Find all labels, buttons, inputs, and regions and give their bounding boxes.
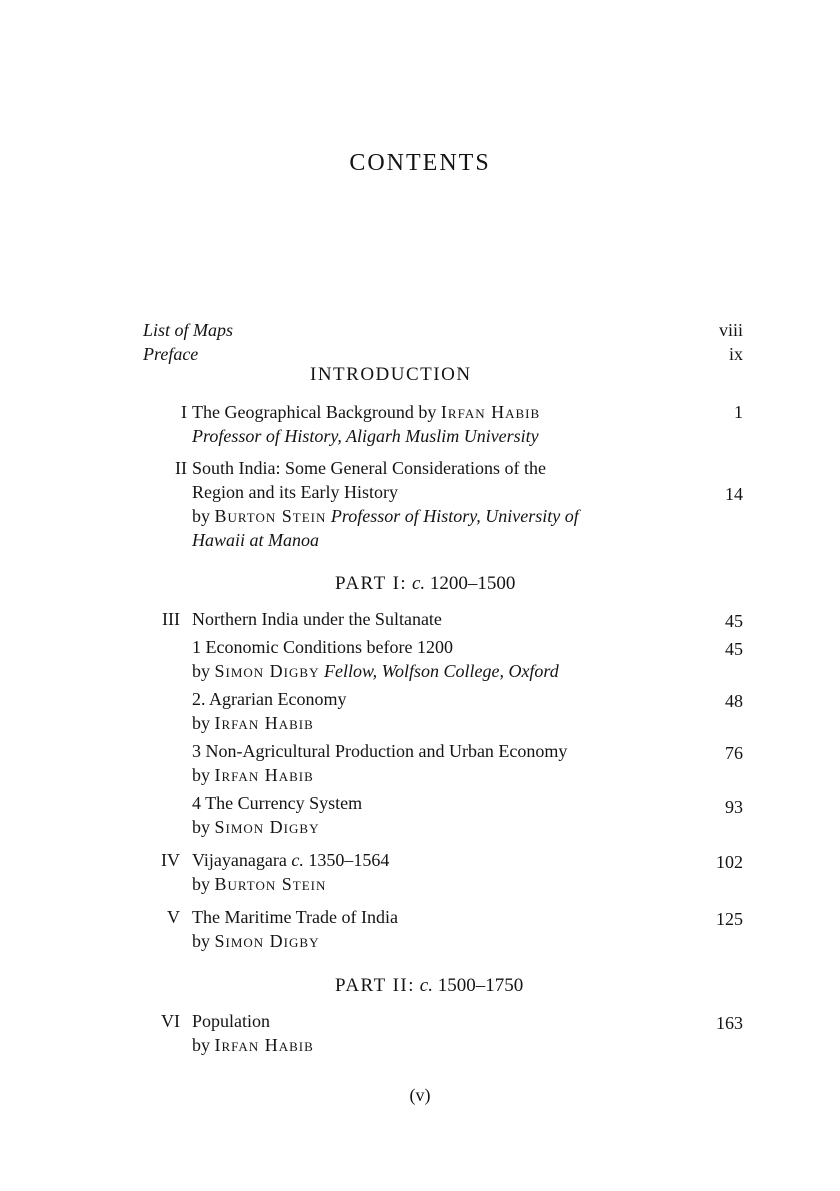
ch6-author: Irfan Habib (214, 1035, 314, 1055)
ch3-section-2-author: Irfan Habib (214, 713, 314, 733)
ch5-author: Simon Digby (214, 931, 320, 951)
ch3-section-4-page: 93 (725, 797, 743, 817)
ch1-title (192, 400, 540, 424)
ch4-roman: IV (161, 850, 180, 870)
part1-heading (335, 573, 515, 595)
ch3-title: Northern India under the Sultanate (192, 609, 442, 629)
ch3-section-4-byline (192, 815, 319, 839)
ch1-page: 1 (734, 402, 743, 422)
ch3-section-1-byline (192, 659, 559, 683)
ch2-by: by (192, 506, 210, 526)
front-list-of-maps-page: viii (718, 320, 743, 340)
ch3-section-4-author: Simon Digby (214, 817, 320, 837)
ch4-circa: c. (291, 850, 304, 870)
ch4-by: by (192, 874, 210, 894)
ch3-section-2-title: 2. Agrarian Economy (192, 689, 347, 709)
part2-range: 1500–1750 (437, 975, 524, 996)
ch4-range: 1350–1564 (308, 850, 390, 870)
ch2-title-line2: Region and its Early History (192, 482, 398, 502)
ch3-section-2-byline (192, 711, 314, 735)
page-title: CONTENTS (349, 150, 491, 176)
ch5-page: 125 (716, 909, 743, 929)
part1-label: PART I: (335, 573, 408, 594)
ch2-affiliation-line1: Professor of History, University of (330, 506, 579, 526)
ch4-author: Burton Stein (214, 874, 327, 894)
ch3-section-2-page: 48 (725, 691, 743, 711)
ch3-section-4-by: by (192, 817, 210, 837)
ch3-section-3-title: 3 Non-Agricultural Production and Urban Economy (192, 741, 568, 761)
part1-circa: c. (411, 573, 426, 594)
ch3-section-1-title: 1 Economic Conditions before 1200 (192, 637, 453, 657)
ch6-by: by (192, 1035, 210, 1055)
front-preface: Preface (143, 344, 199, 364)
ch2-roman: II (175, 458, 187, 478)
ch5-byline (192, 929, 319, 953)
ch1-roman: I (181, 402, 187, 422)
ch2-byline (192, 504, 579, 528)
ch1-title-text: The Geographical Background by (192, 402, 437, 422)
front-preface-page: ix (728, 344, 743, 364)
ch1-affiliation: Professor of History, Aligarh Muslim University (192, 426, 539, 446)
ch6-title: Population (192, 1011, 271, 1031)
ch4-byline (192, 872, 326, 896)
ch3-section-1-affiliation: Fellow, Wolfson College, Oxford (323, 661, 559, 681)
front-list-of-maps: List of Maps (143, 320, 234, 340)
ch6-byline (192, 1033, 314, 1057)
part2-label: PART II: (335, 975, 416, 996)
part1-range: 1200–1500 (429, 573, 516, 594)
ch3-roman: III (162, 609, 180, 629)
ch2-author: Burton Stein (214, 506, 327, 526)
introduction-heading: INTRODUCTION (310, 364, 472, 385)
ch6-page: 163 (716, 1013, 743, 1033)
ch3-section-3-byline (192, 763, 314, 787)
ch3-section-1-author: Simon Digby (214, 661, 320, 681)
ch3-section-3-author: Irfan Habib (214, 765, 314, 785)
ch3-section-1-page: 45 (725, 639, 743, 659)
ch2-page: 14 (725, 484, 743, 504)
ch3-section-4-title: 4 The Currency System (192, 793, 363, 813)
ch4-title (192, 848, 389, 872)
ch3-section-3-page: 76 (725, 743, 743, 763)
ch6-roman: VI (161, 1011, 180, 1031)
ch3-section-2-by: by (192, 713, 210, 733)
ch5-by: by (192, 931, 210, 951)
part2-circa: c. (419, 975, 433, 996)
ch2-affiliation-line2: Hawaii at Manoa (192, 530, 320, 550)
ch1-author: Irfan Habib (440, 402, 541, 422)
ch3-page: 45 (725, 611, 743, 631)
ch3-section-3-by: by (192, 765, 210, 785)
ch5-roman: V (167, 907, 180, 927)
ch4-title-text: Vijayanagara (192, 850, 287, 870)
ch4-page: 102 (716, 852, 743, 872)
page-folio: (v) (409, 1085, 431, 1105)
ch2-title-line1: South India: Some General Considerations of the (192, 458, 546, 478)
ch5-title: The Maritime Trade of India (192, 907, 398, 927)
part2-heading (335, 975, 523, 997)
ch3-section-1-by: by (192, 661, 210, 681)
